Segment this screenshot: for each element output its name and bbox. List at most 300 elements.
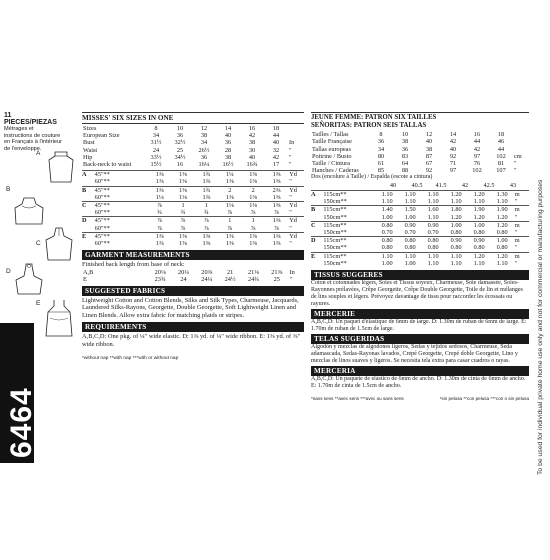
unit-cell: " [514, 160, 517, 167]
table-cell: 1 [171, 202, 194, 210]
merceria-text: A,B,C,D: Un paquete de elástico de 6mm de ancho. D: 1.30m de cinta de 6mm de ancho. E: 1.70m de cinta de 1.5cm de ancho. [311, 376, 526, 390]
table-cell: ⅞ [250, 224, 256, 232]
table-cell: 1⅛ [155, 193, 164, 201]
table-cell: 0.80 [450, 244, 462, 252]
table-cell: 1.00 [491, 237, 514, 245]
table-cell: 36 [224, 139, 232, 147]
table-cell: 21⅜ [271, 268, 283, 276]
table-row [311, 191, 529, 199]
table-cell: 102 [496, 152, 506, 160]
table-cell: 46 [497, 138, 505, 146]
fabric-width-cell: 150cm** [323, 213, 347, 221]
garment-measurements-table [82, 269, 304, 283]
spacer-cell [311, 182, 381, 189]
table-cell: 1.10 [427, 213, 439, 221]
row-label: Back-neck to waist [83, 161, 132, 169]
table-cell: ⅞ [148, 217, 171, 225]
table-cell: 34½ [174, 153, 186, 161]
table-cell: 12 [200, 125, 208, 132]
table-cell: 1.10 [404, 198, 416, 206]
jeune-footnote-fr: *sans sens **avec sens ***avec ou sans sens [311, 396, 404, 402]
table-cell: 1.20 [491, 252, 514, 260]
misses-title: MISSES' SIX SIZES IN ONE [82, 114, 174, 122]
table-cell: 36 [401, 145, 409, 153]
table-cell: 64 [401, 160, 409, 167]
table-cell: 16 [473, 131, 481, 139]
table-cell: 10 [401, 131, 409, 139]
table-row [82, 147, 304, 154]
table-row [311, 244, 529, 252]
fabric-width-cell: 115cm** [323, 252, 375, 260]
table-cell: 85 [377, 167, 385, 175]
fabric-width-cell: 150cm** [323, 229, 347, 237]
view-cell [311, 198, 323, 206]
view-label-e: E [36, 300, 41, 307]
unit-cell [288, 132, 304, 139]
fabric-width-cell: 115cm** [323, 206, 375, 214]
view-cell: B [311, 206, 323, 214]
jeune-measurements-table [311, 131, 529, 174]
table-cell: 0.70 [427, 229, 439, 237]
table-row [311, 153, 529, 160]
table-cell: 20¼ [177, 268, 189, 276]
table-row [82, 132, 304, 139]
view-cell: B [82, 186, 95, 194]
table-cell: 0.70 [381, 229, 393, 237]
unit-cell: " [514, 259, 518, 267]
view-b-sketch [12, 196, 46, 226]
table-cell: 1⅜ [155, 240, 164, 248]
table-cell: 1⅜ [272, 240, 281, 248]
table-cell: 17 [272, 161, 280, 169]
table-cell: 1.00 [404, 259, 416, 267]
table-cell: 1⅜ [195, 232, 218, 240]
table-cell: 33½ [150, 153, 162, 161]
table-cell: 1⅜ [171, 186, 194, 194]
table-row [311, 252, 529, 260]
table-cell: 0.80 [450, 229, 462, 237]
table-cell: ⅞ [204, 224, 209, 232]
table-cell: 97 [449, 167, 457, 175]
table-cell: 38 [224, 153, 232, 161]
table-cell: 1.00 [404, 213, 416, 221]
table-cell: 1 [195, 202, 218, 210]
table-row [82, 161, 304, 168]
table-cell: 1⅜ [265, 171, 288, 179]
table-cell: 0.90 [399, 221, 422, 229]
table-cell: 1.10 [376, 252, 399, 260]
table-cell: 42 [449, 138, 457, 146]
table-cell: 0.70 [404, 229, 416, 237]
unit-cell: Yd [288, 202, 304, 210]
table-cell: 42 [461, 181, 469, 189]
mercerie-header: MERCERIE [311, 309, 529, 319]
table-cell: 1.20 [445, 191, 468, 199]
unit-cell: " [514, 213, 518, 221]
jeune-dos-table [311, 182, 525, 189]
table-cell: 1.10 [445, 252, 468, 260]
unit-cell: " [514, 198, 518, 206]
table-cell: 61 [377, 160, 385, 167]
view-cell: A [311, 191, 323, 199]
table-cell: 0.90 [422, 221, 445, 229]
table-cell: 1⅜ [179, 178, 187, 186]
unit-cell [513, 146, 529, 153]
table-cell: 1⅜ [202, 240, 211, 248]
table-cell: 0.90 [468, 237, 491, 245]
jeune-dos-label: Dos (encolure à Taille) / Espalda (escote a cintura) [311, 174, 433, 181]
table-cell: 12 [425, 131, 433, 139]
row-label: Poitrine / Busto [312, 152, 352, 160]
table-cell: 1⅜ [225, 178, 234, 186]
unit-cell: " [514, 244, 518, 252]
fabric-width-cell: 45"** [95, 171, 148, 179]
table-row [82, 202, 304, 210]
view-label-b: B [6, 186, 11, 193]
view-cell [82, 194, 95, 202]
table-cell: 28 [224, 146, 232, 154]
table-cell: ¾ [180, 209, 186, 217]
unit-cell: " [289, 224, 292, 232]
table-cell: 8 [379, 131, 383, 139]
fabric-width-cell: 115cm** [323, 191, 375, 199]
unit-cell: m [514, 237, 529, 245]
table-cell: 1¾ [195, 186, 218, 194]
table-cell: 36 [377, 138, 385, 146]
table-cell: 81 [497, 160, 505, 167]
table-cell: 38 [401, 138, 409, 146]
table-row [82, 269, 304, 276]
table-cell: 1⅜ [218, 232, 241, 240]
table-cell: ⅞ [227, 224, 233, 232]
table-cell: 92 [449, 152, 457, 160]
table-cell: 80 [377, 152, 385, 160]
row-label: Waist [83, 146, 98, 154]
row-label: Tailles / Tallas [312, 131, 349, 139]
table-cell: 0.90 [445, 237, 468, 245]
unit-cell: m [514, 206, 529, 214]
table-cell: 1⅛ [241, 202, 264, 210]
table-cell: 31½ [150, 139, 162, 147]
table-cell: 18 [272, 125, 280, 132]
table-cell: 1.10 [427, 198, 439, 206]
table-cell: 1.90 [491, 206, 514, 214]
table-cell: 42.5 [483, 181, 495, 189]
table-cell: 0.80 [399, 237, 422, 245]
table-cell: 1¾ [195, 171, 218, 179]
table-cell: 1.00 [381, 213, 393, 221]
table-cell: 1.20 [468, 191, 491, 199]
pattern-number-badge [0, 323, 38, 463]
jeune-title-fr: JEUNE FEMME: PATRON SIX TAILLES [311, 114, 437, 121]
table-cell: 1.20 [496, 213, 508, 221]
table-cell: 1⅜ [241, 171, 264, 179]
table-cell: 14 [449, 131, 457, 139]
usage-note-vertical: To be used for individual private home use only and not for commercial or manufacturing purposes [537, 179, 544, 475]
fabric-width-cell: 150cm** [323, 244, 347, 252]
table-row [311, 221, 529, 229]
table-cell: 16½ [222, 161, 234, 169]
table-cell: 20⅜ [201, 268, 213, 276]
unit-cell: " [289, 153, 292, 161]
table-cell: 1.00 [381, 259, 393, 267]
fabric-width-cell: 115cm** [323, 237, 375, 245]
table-cell: 1⅜ [155, 178, 164, 186]
row-label: Hip [83, 153, 93, 161]
view-cell: E [83, 275, 87, 283]
table-cell: 0.80 [496, 229, 508, 237]
table-cell: ⅞ [157, 224, 163, 232]
table-row [82, 232, 304, 240]
table-cell: 40 [389, 181, 397, 189]
jeune-footnote-es: *sin pelusa **con pelusa ***con o sin pelusa [439, 396, 529, 402]
table-cell: 40 [449, 145, 457, 153]
table-cell: 1.00 [468, 221, 491, 229]
misses-section [82, 112, 304, 361]
table-cell: 0.80 [404, 244, 416, 252]
view-cell [311, 244, 323, 252]
table-row [311, 206, 529, 214]
fabric-width-cell: 60"** [94, 240, 110, 248]
unit-cell: " [289, 161, 292, 169]
unit-cell: " [289, 240, 292, 248]
table-cell: 26½ [198, 146, 210, 154]
table-cell: ⅞ [250, 209, 256, 217]
table-cell: 1⅜ [272, 178, 281, 186]
view-cell: A [82, 171, 95, 179]
table-row [311, 214, 529, 222]
table-cell: 40 [224, 132, 232, 140]
table-cell: 1.50 [399, 206, 422, 214]
table-cell: 15½ [150, 161, 162, 169]
table-cell: 16¼ [198, 161, 210, 169]
table-cell: 1⅜ [272, 193, 281, 201]
table-cell: 24½ [224, 275, 236, 283]
table-row [311, 138, 529, 145]
table-cell: 38 [200, 132, 208, 140]
table-cell: 42 [248, 132, 256, 140]
pattern-number: 6464 [5, 387, 38, 458]
unit-cell: " [289, 209, 292, 217]
table-row [82, 171, 304, 179]
table-cell: 10 [176, 125, 184, 132]
fabric-width-cell: 45"** [95, 186, 148, 194]
table-cell: 25 [273, 275, 280, 283]
table-cell: 1.20 [468, 252, 491, 260]
table-cell: 18 [497, 131, 505, 139]
table-row [82, 178, 304, 186]
row-label: Taille Française [312, 138, 352, 146]
merceria-header: MERCERIA [311, 366, 529, 376]
unit-cell: Yd [288, 171, 304, 179]
garment-measurements-header: GARMENT MEASUREMENTS [82, 250, 304, 260]
table-cell: 1.10 [450, 259, 462, 267]
table-cell: 1.10 [399, 191, 422, 199]
table-cell: 2 [241, 186, 264, 194]
table-cell: 1⅛ [218, 202, 241, 210]
table-cell: 1.40 [376, 206, 399, 214]
unit-cell: " [289, 275, 293, 283]
suggested-fabrics-text: Lightweight Cotton and Cotton Blends, Silks and Silk Types, Charmeuse, Jacquards, Laundered Silks-Rayons, Georgette, Double Georgette, Soft Lightweight Linen and Linen Blends. Allow extra fabric for matching plaids or stripes. [82, 297, 299, 319]
table-row [311, 146, 529, 153]
table-row [311, 131, 529, 138]
table-cell: 1⅜ [171, 232, 194, 240]
table-cell: ⅞ [227, 209, 233, 217]
table-cell: 0.80 [427, 244, 439, 252]
mercerie-text: A,B,C,D: Un paquet d'élastique de 6mm de large. D: 1.30m de ruban de 6mm de large. E: 1.70m de ruban de 1.5cm de large. [311, 319, 527, 333]
table-cell: 36 [176, 132, 184, 140]
table-cell: 20⅛ [154, 268, 166, 276]
row-label: Tallas europeas [312, 145, 351, 153]
unit-cell: Yd [288, 217, 304, 225]
table-cell: 1⅜ [225, 193, 234, 201]
table-cell: 1 [218, 217, 241, 225]
table-cell: 102 [472, 167, 482, 175]
table-cell: 36 [200, 153, 208, 161]
table-cell: 34 [377, 145, 385, 153]
fabric-width-cell: 60"** [94, 224, 110, 232]
table-row [311, 182, 525, 189]
table-cell: 1⅜ [249, 178, 258, 186]
unit-cell: " [514, 229, 518, 237]
jeune-footnotes [311, 396, 529, 401]
view-cell [311, 260, 323, 267]
view-label-d: D [6, 268, 11, 275]
table-cell: 83 [401, 152, 409, 160]
table-cell: 44 [473, 138, 481, 146]
table-cell: 38 [425, 145, 433, 153]
row-label: Bust [83, 139, 95, 147]
telas-text: Algodón y mezclas de algodones ligeros, Sedas y tejidos sedosos, Charmeuse, Seda adamascada, Sedas-Rayonas lavados, Crepé Georgette, Crepé doble Georgette, Lino y mezclas de linos suaves y ligeros. Se necesita tela extra para casar cuadros o rayas. [311, 344, 518, 365]
table-cell: 87 [425, 152, 433, 160]
table-cell: 44 [272, 132, 280, 140]
table-cell: 1⅜ [249, 240, 258, 248]
table-cell: 0.80 [376, 221, 399, 229]
table-cell: 1.10 [427, 259, 439, 267]
table-cell: 1.20 [473, 213, 485, 221]
view-cell: E [311, 252, 323, 260]
table-cell: 107 [496, 167, 506, 175]
table-row [82, 209, 304, 217]
unit-cell: " [289, 146, 292, 154]
unit-cell: Yd [288, 186, 304, 194]
table-cell: 42 [272, 153, 280, 161]
view-cell: D [82, 217, 95, 225]
table-cell: 1.10 [496, 198, 508, 206]
table-cell: 1⅜ [171, 171, 194, 179]
table-cell: 1⅜ [265, 217, 288, 225]
table-cell: 76 [473, 160, 481, 167]
table-cell: 1⅛ [179, 193, 187, 201]
table-cell: 1.10 [399, 252, 422, 260]
misses-measurements-table [82, 125, 304, 168]
table-cell: 40 [272, 139, 280, 147]
table-cell: 1⅜ [265, 232, 288, 240]
table-cell: 24 [180, 275, 187, 283]
unit-cell [288, 125, 304, 132]
tissus-header: TISSUS SUGGERES [311, 270, 529, 280]
unit-cell: m [514, 221, 529, 229]
fabric-width-cell: 60"** [94, 193, 110, 201]
table-cell: 1⅜ [265, 202, 288, 210]
table-cell: 1.30 [491, 191, 514, 199]
table-cell: 1⅜ [225, 240, 234, 248]
table-cell: ⅞ [171, 217, 194, 225]
view-cell: C [311, 221, 323, 229]
table-cell: 1.60 [422, 206, 445, 214]
view-cell: A,B [83, 268, 94, 276]
table-row [82, 125, 304, 132]
table-row [311, 260, 529, 267]
view-cell: C [82, 202, 95, 210]
jeune-section [311, 112, 529, 401]
table-cell: 1.10 [450, 198, 462, 206]
table-cell: 67 [425, 160, 433, 167]
fabric-width-cell: 45"** [95, 217, 148, 225]
fabric-width-cell: 60"** [94, 209, 110, 217]
table-cell: 1.00 [445, 221, 468, 229]
table-cell: ⅞ [274, 224, 279, 232]
unit-cell: Yd [288, 232, 304, 240]
table-cell: 16 [176, 161, 184, 169]
table-cell: 88 [401, 167, 409, 175]
garment-measurements-sub: Finished back length from base of neck: [82, 261, 185, 269]
unit-cell: In [289, 139, 295, 147]
table-row [82, 194, 304, 202]
table-row [311, 198, 529, 206]
unit-cell: m [514, 252, 529, 260]
table-cell: 1 [241, 217, 264, 225]
table-row [311, 237, 529, 245]
view-cell [311, 229, 323, 237]
table-cell: 0.80 [381, 244, 393, 252]
unit-cell: " [289, 193, 292, 201]
table-cell: 40 [425, 138, 433, 146]
fabric-width-cell: 150cm** [323, 198, 347, 206]
pieces-french-note: Métrages et instructions de couture en Français à l'intérieur de l'enveloppe. [4, 126, 62, 152]
view-cell [82, 178, 95, 186]
table-cell: 1⅜ [249, 193, 258, 201]
table-cell: 1⅜ [241, 232, 264, 240]
view-cell: E [82, 232, 95, 240]
table-cell: 24¾ [247, 275, 259, 283]
jeune-meterage-table [311, 190, 529, 267]
table-cell: ⅞ [180, 224, 186, 232]
unit-cell: " [514, 167, 517, 175]
table-cell: 43 [509, 181, 517, 189]
table-cell: 2 [218, 186, 241, 194]
table-row [311, 160, 529, 167]
view-cell: D [311, 237, 323, 245]
table-cell: 0.80 [496, 244, 508, 252]
table-cell: 97 [473, 152, 481, 160]
table-cell: 21 [227, 268, 234, 276]
view-d-sketch [12, 262, 46, 296]
unit-cell [513, 131, 529, 138]
table-cell: 34 [152, 132, 160, 140]
table-cell: 1.80 [445, 206, 468, 214]
fabric-width-cell: 45"** [95, 202, 148, 210]
table-row [82, 276, 304, 283]
view-cell [311, 214, 323, 222]
table-row [82, 225, 304, 233]
view-cell [82, 209, 95, 217]
table-cell: 14 [224, 125, 232, 132]
table-cell: 1.10 [376, 191, 399, 199]
table-row [82, 139, 304, 146]
table-cell: 1.10 [422, 252, 445, 260]
table-cell: 1.20 [450, 213, 462, 221]
